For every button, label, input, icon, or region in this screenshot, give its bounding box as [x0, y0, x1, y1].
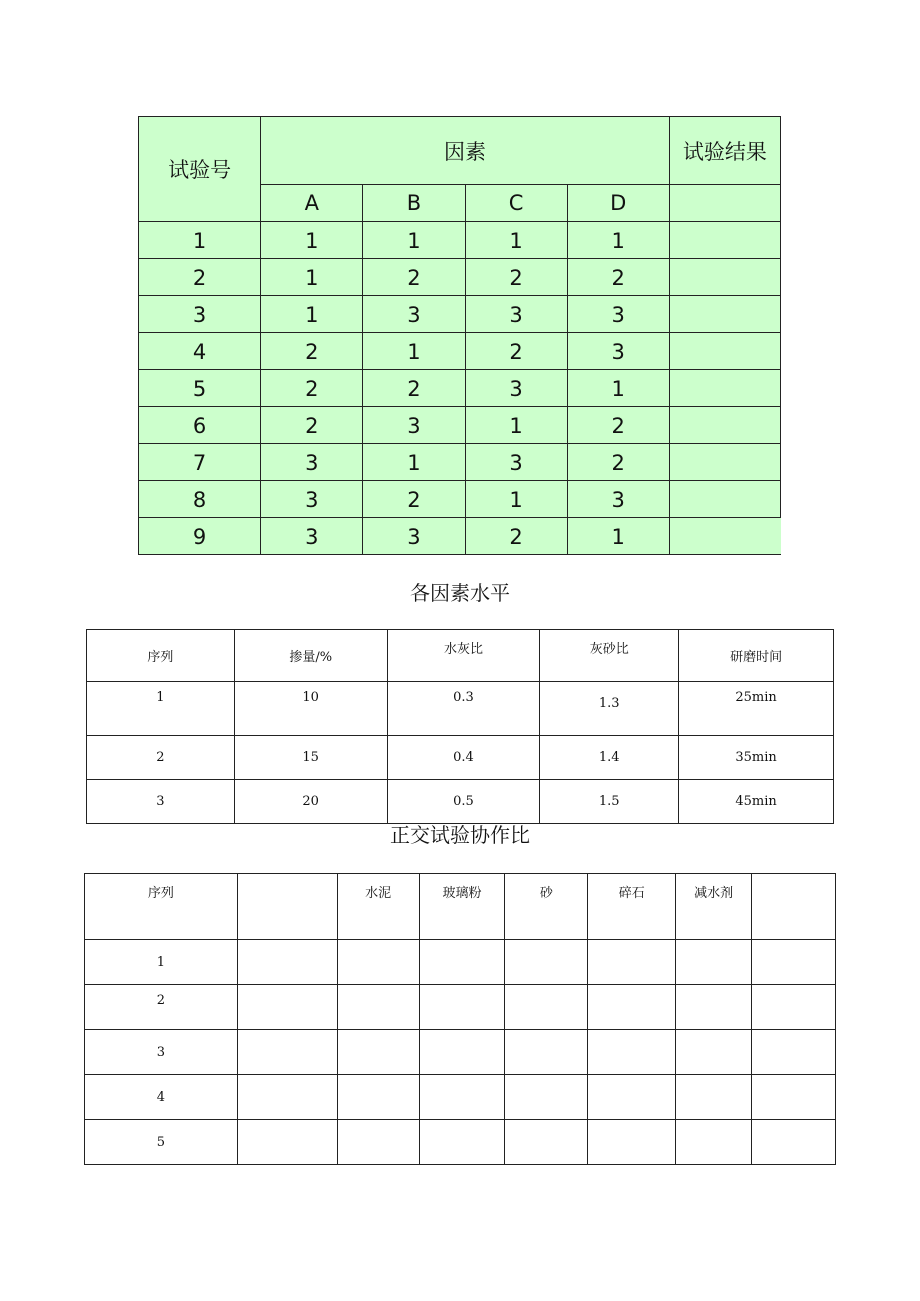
grinding-time-cell: 25min — [679, 682, 834, 736]
empty-cell[interactable] — [752, 1075, 836, 1120]
header-glass-powder: 玻璃粉 — [419, 874, 505, 940]
empty-cell[interactable] — [752, 1120, 836, 1165]
header-factor-d: D — [567, 185, 669, 222]
table-row — [139, 518, 781, 555]
empty-cell[interactable] — [337, 940, 419, 985]
empty-cell[interactable] — [752, 940, 836, 985]
factor-a-cell: 2 — [261, 370, 363, 407]
table-row — [87, 780, 834, 824]
empty-cell[interactable] — [237, 1075, 337, 1120]
sequence-cell: 2 — [85, 985, 238, 1030]
sequence-cell: 1 — [87, 682, 235, 736]
empty-cell[interactable] — [237, 1120, 337, 1165]
factor-a-cell: 1 — [261, 259, 363, 296]
trial-no-cell: 7 — [139, 444, 261, 481]
factor-d-cell: 1 — [567, 518, 669, 555]
empty-cell[interactable] — [237, 940, 337, 985]
trial-no-cell: 5 — [139, 370, 261, 407]
result-cell[interactable] — [669, 259, 780, 296]
cement-sand-cell: 1.3 — [540, 682, 679, 736]
header-trial-no: 试验号 — [139, 117, 261, 222]
table-row — [85, 985, 836, 1030]
empty-cell[interactable] — [588, 1030, 676, 1075]
empty-cell[interactable] — [676, 985, 752, 1030]
table-row — [139, 444, 781, 481]
factor-b-cell: 2 — [363, 259, 465, 296]
factor-d-cell: 1 — [567, 222, 669, 259]
empty-cell[interactable] — [588, 985, 676, 1030]
factor-a-cell: 3 — [261, 518, 363, 555]
empty-cell[interactable] — [419, 1030, 505, 1075]
factor-c-cell: 1 — [465, 407, 567, 444]
factor-c-cell: 2 — [465, 518, 567, 555]
factor-a-cell: 3 — [261, 481, 363, 518]
water-cement-cell: 0.4 — [387, 736, 540, 780]
header-sequence: 序列 — [87, 630, 235, 682]
header-factor-b: B — [363, 185, 465, 222]
mix-ratio-caption: 正交试验协作比 — [390, 823, 530, 847]
result-cell[interactable] — [669, 407, 780, 444]
header-factor-c: C — [465, 185, 567, 222]
table-row — [85, 1030, 836, 1075]
factor-a-cell: 1 — [261, 296, 363, 333]
factor-c-cell: 3 — [465, 444, 567, 481]
sequence-cell: 2 — [87, 736, 235, 780]
table-row — [139, 296, 781, 333]
result-cell[interactable] — [669, 370, 780, 407]
empty-cell[interactable] — [676, 1030, 752, 1075]
factor-a-cell: 3 — [261, 444, 363, 481]
sequence-cell: 3 — [85, 1030, 238, 1075]
empty-cell[interactable] — [505, 985, 588, 1030]
water-cement-cell: 0.3 — [387, 682, 540, 736]
dosage-cell: 20 — [234, 780, 387, 824]
table-row — [85, 1120, 836, 1165]
factor-c-cell: 1 — [465, 481, 567, 518]
factor-a-cell: 2 — [261, 333, 363, 370]
empty-cell[interactable] — [752, 985, 836, 1030]
factor-b-cell: 2 — [363, 481, 465, 518]
grinding-time-cell: 45min — [679, 780, 834, 824]
orthogonal-design-table — [138, 116, 781, 555]
result-cell-header-blank — [669, 185, 780, 222]
sequence-cell: 5 — [85, 1120, 238, 1165]
table-row — [139, 259, 781, 296]
factor-d-cell: 3 — [567, 481, 669, 518]
result-cell[interactable] — [669, 222, 780, 259]
header-water-cement: 水灰比 — [387, 630, 540, 682]
header-gravel: 碎石 — [588, 874, 676, 940]
empty-cell[interactable] — [505, 940, 588, 985]
result-cell[interactable] — [669, 296, 780, 333]
trial-no-cell: 6 — [139, 407, 261, 444]
factor-a-cell: 1 — [261, 222, 363, 259]
factor-d-cell: 2 — [567, 444, 669, 481]
empty-cell[interactable] — [337, 1030, 419, 1075]
sequence-cell: 1 — [85, 940, 238, 985]
trial-no-cell: 1 — [139, 222, 261, 259]
empty-cell[interactable] — [505, 1075, 588, 1120]
table-row — [139, 481, 781, 518]
table-row — [87, 736, 834, 780]
table-row — [85, 1075, 836, 1120]
trial-no-cell: 8 — [139, 481, 261, 518]
empty-cell[interactable] — [588, 940, 676, 985]
header-water-reducer: 减水剂 — [676, 874, 752, 940]
result-cell[interactable] — [669, 444, 780, 481]
trial-no-cell: 3 — [139, 296, 261, 333]
sequence-cell: 4 — [85, 1075, 238, 1120]
empty-cell[interactable] — [419, 985, 505, 1030]
result-cell[interactable] — [669, 333, 780, 370]
table-row — [85, 940, 836, 985]
table-row — [139, 333, 781, 370]
factor-levels-caption: 各因素水平 — [410, 581, 510, 605]
empty-cell[interactable] — [419, 1075, 505, 1120]
dosage-cell: 15 — [234, 736, 387, 780]
header-cement: 水泥 — [337, 874, 419, 940]
empty-cell[interactable] — [237, 1030, 337, 1075]
trial-no-cell: 2 — [139, 259, 261, 296]
empty-cell[interactable] — [237, 985, 337, 1030]
factor-c-cell: 1 — [465, 222, 567, 259]
factor-d-cell: 3 — [567, 296, 669, 333]
factor-d-cell: 3 — [567, 333, 669, 370]
factor-levels-table — [86, 629, 834, 824]
table-row — [139, 370, 781, 407]
factor-a-cell: 2 — [261, 407, 363, 444]
header-result: 试验结果 — [669, 117, 780, 185]
water-cement-cell: 0.5 — [387, 780, 540, 824]
factor-b-cell: 1 — [363, 444, 465, 481]
cement-sand-cell: 1.5 — [540, 780, 679, 824]
header-grinding-time: 研磨时间 — [679, 630, 834, 682]
empty-cell[interactable] — [676, 1075, 752, 1120]
dosage-cell: 10 — [234, 682, 387, 736]
factor-c-cell: 3 — [465, 296, 567, 333]
table-row — [139, 407, 781, 444]
sequence-cell: 3 — [87, 780, 235, 824]
header-dosage: 掺量/% — [234, 630, 387, 682]
header-cement-sand: 灰砂比 — [540, 630, 679, 682]
factor-d-cell: 2 — [567, 259, 669, 296]
factor-c-cell: 2 — [465, 259, 567, 296]
header-blank — [752, 874, 836, 940]
empty-cell[interactable] — [505, 1030, 588, 1075]
empty-cell[interactable] — [676, 940, 752, 985]
factor-b-cell: 3 — [363, 296, 465, 333]
empty-cell[interactable] — [337, 1075, 419, 1120]
grinding-time-cell: 35min — [679, 736, 834, 780]
header-factors: 因素 — [261, 117, 670, 185]
mix-ratio-table — [84, 873, 836, 1165]
cement-sand-cell: 1.4 — [540, 736, 679, 780]
factor-d-cell: 2 — [567, 407, 669, 444]
empty-cell[interactable] — [505, 1120, 588, 1165]
table-header-row — [87, 630, 834, 682]
empty-cell[interactable] — [419, 940, 505, 985]
factor-c-cell: 2 — [465, 333, 567, 370]
empty-cell[interactable] — [588, 1120, 676, 1165]
trial-no-cell: 4 — [139, 333, 261, 370]
empty-cell[interactable] — [752, 1030, 836, 1075]
table-row — [139, 222, 781, 259]
result-cell[interactable] — [669, 481, 780, 518]
header-sequence: 序列 — [85, 874, 238, 940]
empty-cell[interactable] — [588, 1075, 676, 1120]
factor-b-cell: 3 — [363, 518, 465, 555]
factor-b-cell: 1 — [363, 222, 465, 259]
factor-c-cell: 3 — [465, 370, 567, 407]
empty-cell[interactable] — [676, 1120, 752, 1165]
empty-cell[interactable] — [419, 1120, 505, 1165]
result-cell[interactable] — [669, 518, 780, 555]
factor-b-cell: 1 — [363, 333, 465, 370]
factor-b-cell: 2 — [363, 370, 465, 407]
trial-no-cell: 9 — [139, 518, 261, 555]
empty-cell[interactable] — [337, 1120, 419, 1165]
header-factor-a: A — [261, 185, 363, 222]
header-sand: 砂 — [505, 874, 588, 940]
table-row — [87, 682, 834, 736]
table-header-row — [85, 874, 836, 940]
factor-d-cell: 1 — [567, 370, 669, 407]
empty-cell[interactable] — [337, 985, 419, 1030]
factor-b-cell: 3 — [363, 407, 465, 444]
header-blank — [237, 874, 337, 940]
